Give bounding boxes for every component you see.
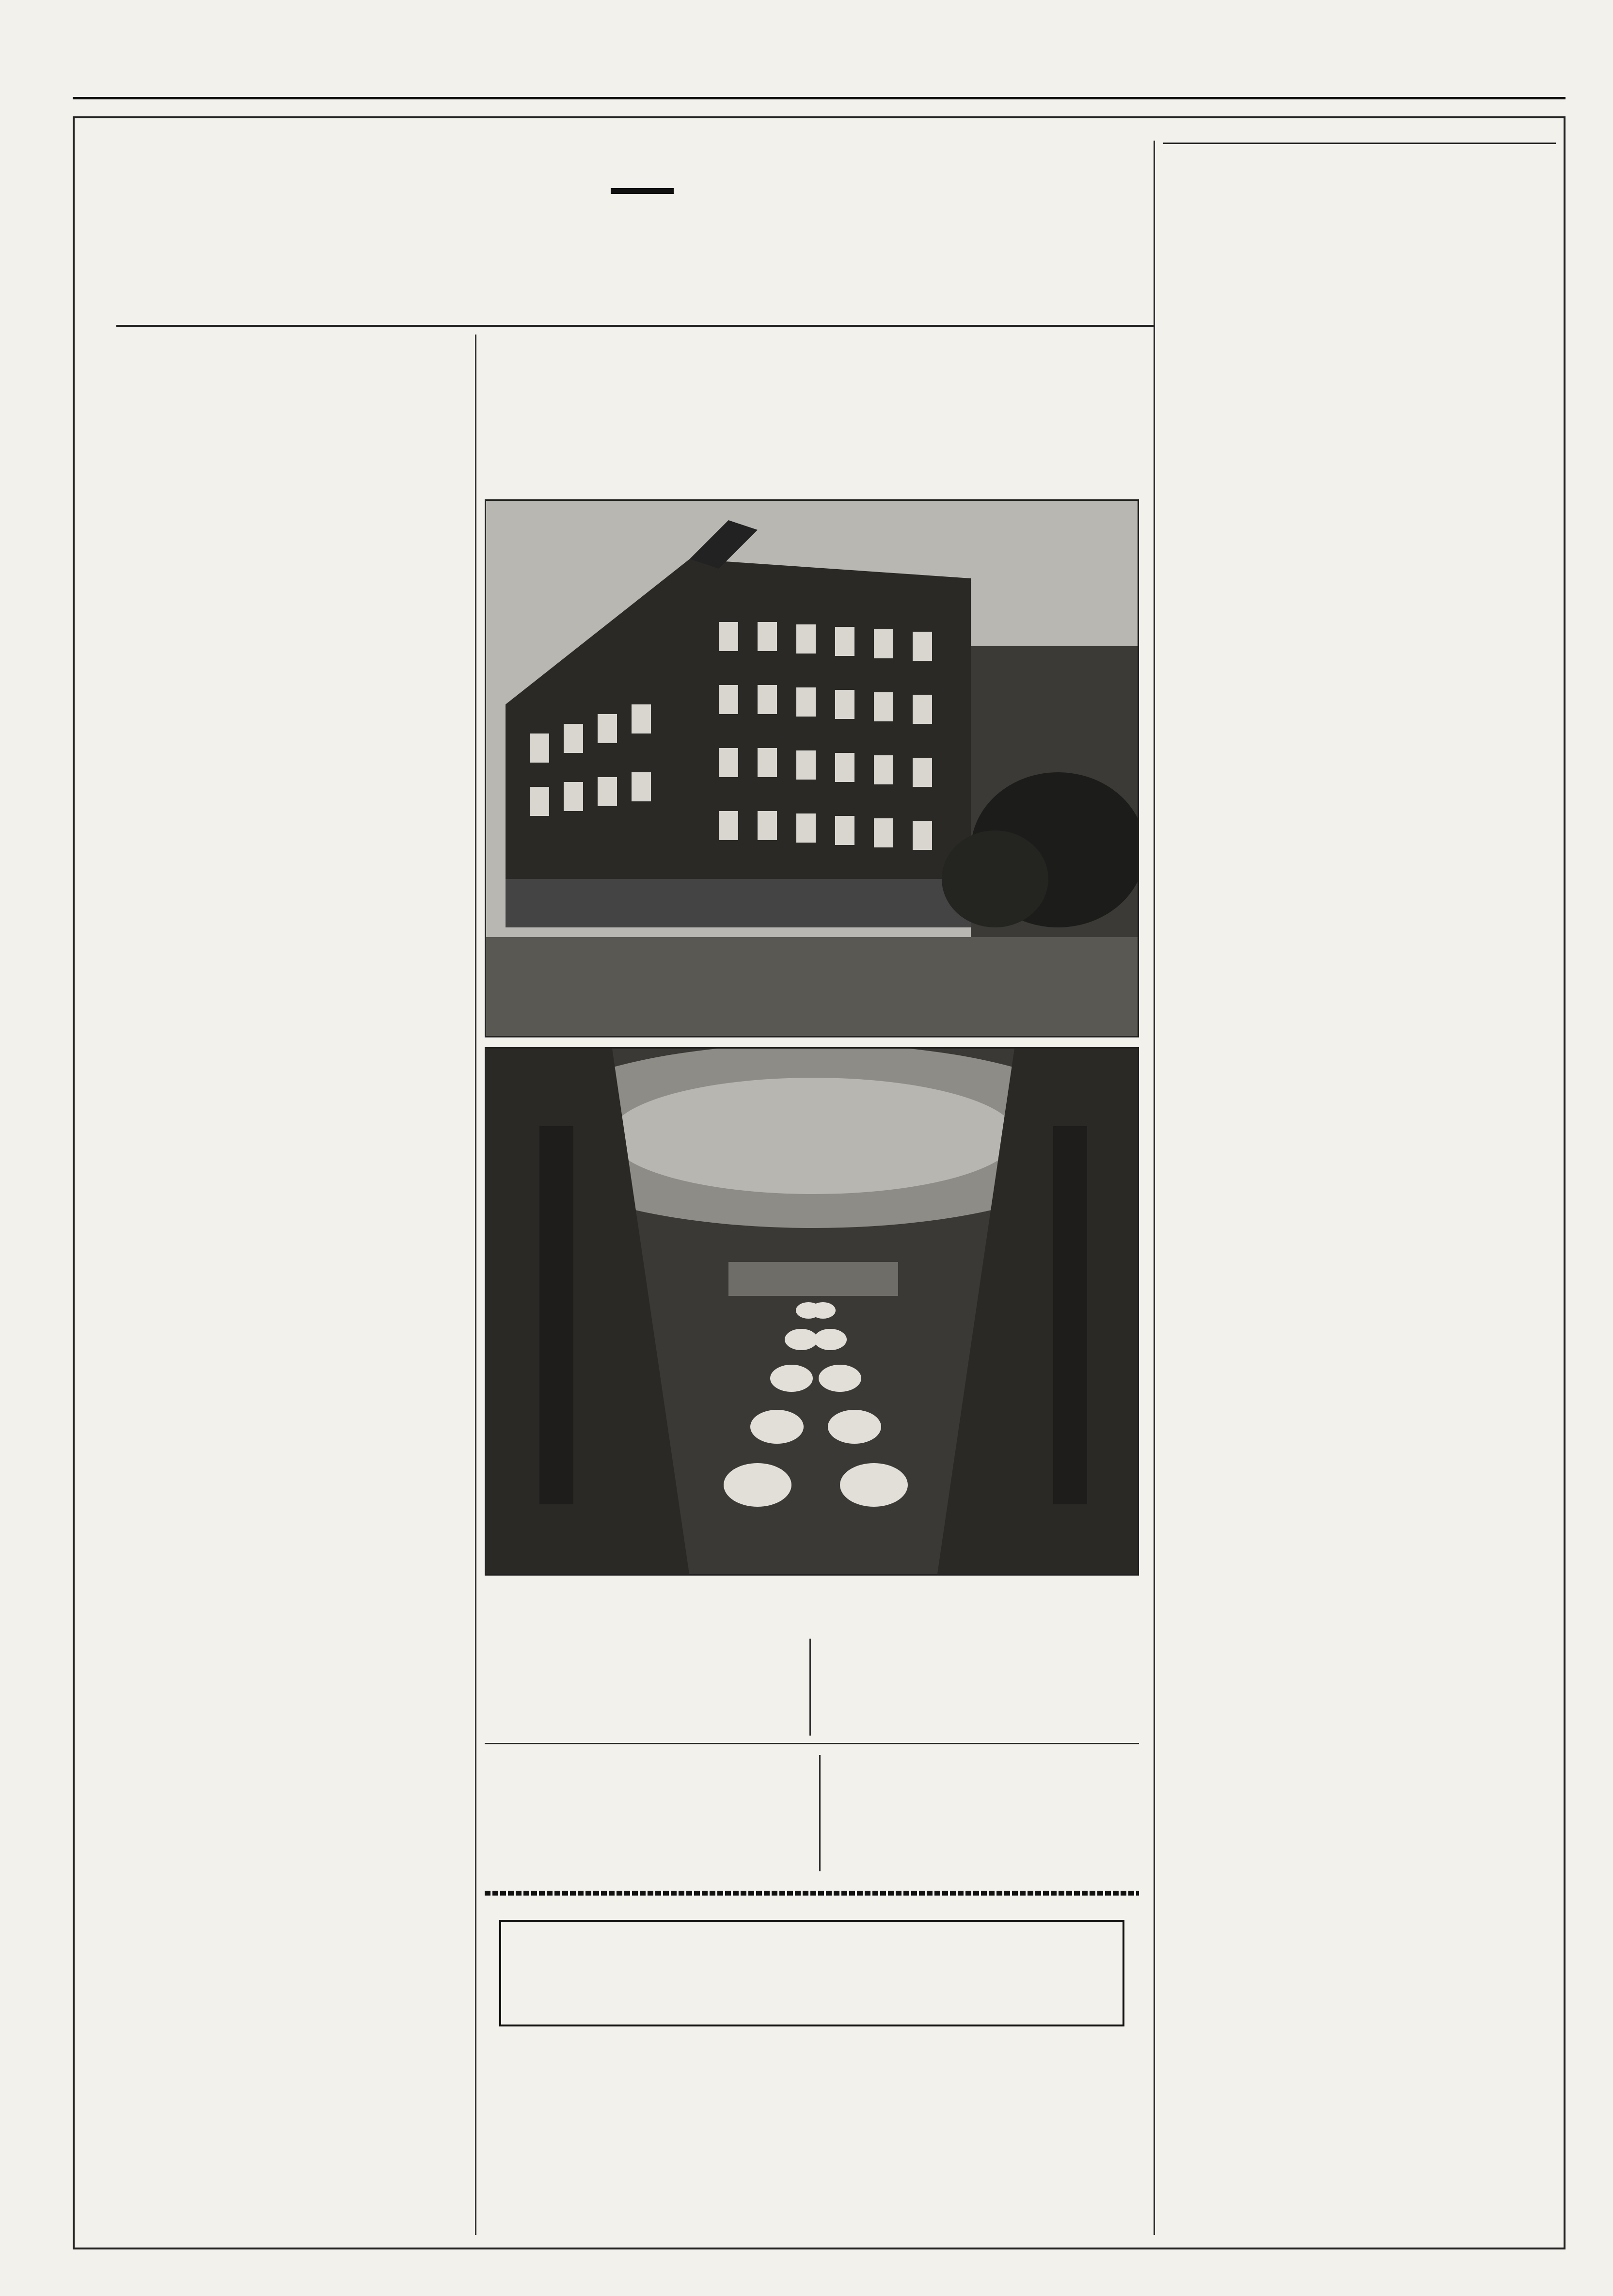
column-rule-right xyxy=(1154,141,1155,2235)
section-rule xyxy=(485,1743,1139,1744)
hotel-exterior-illustration xyxy=(486,501,1139,1037)
lead-story xyxy=(485,339,1139,342)
functionalism-story xyxy=(819,1639,1139,1642)
masthead-rule xyxy=(73,97,1566,99)
column-rule-mid xyxy=(819,1755,821,1871)
ornamental-rule xyxy=(485,1891,1139,1896)
deck-rule xyxy=(116,325,1154,327)
left-column xyxy=(119,335,468,342)
dining-room-photo xyxy=(485,1047,1139,1576)
hotel-exterior-photo xyxy=(485,499,1139,1037)
section-rule xyxy=(1163,143,1556,144)
kicker-bar xyxy=(611,188,674,194)
nicola-advert xyxy=(490,2051,1139,2143)
madrid-story xyxy=(485,1639,805,1642)
column-rule-left xyxy=(475,335,476,2235)
colegio-advert xyxy=(499,1920,1124,2026)
dining-room-illustration xyxy=(486,1049,1139,1576)
column-rule-mid xyxy=(809,1639,811,1736)
right-column xyxy=(1163,136,1556,151)
